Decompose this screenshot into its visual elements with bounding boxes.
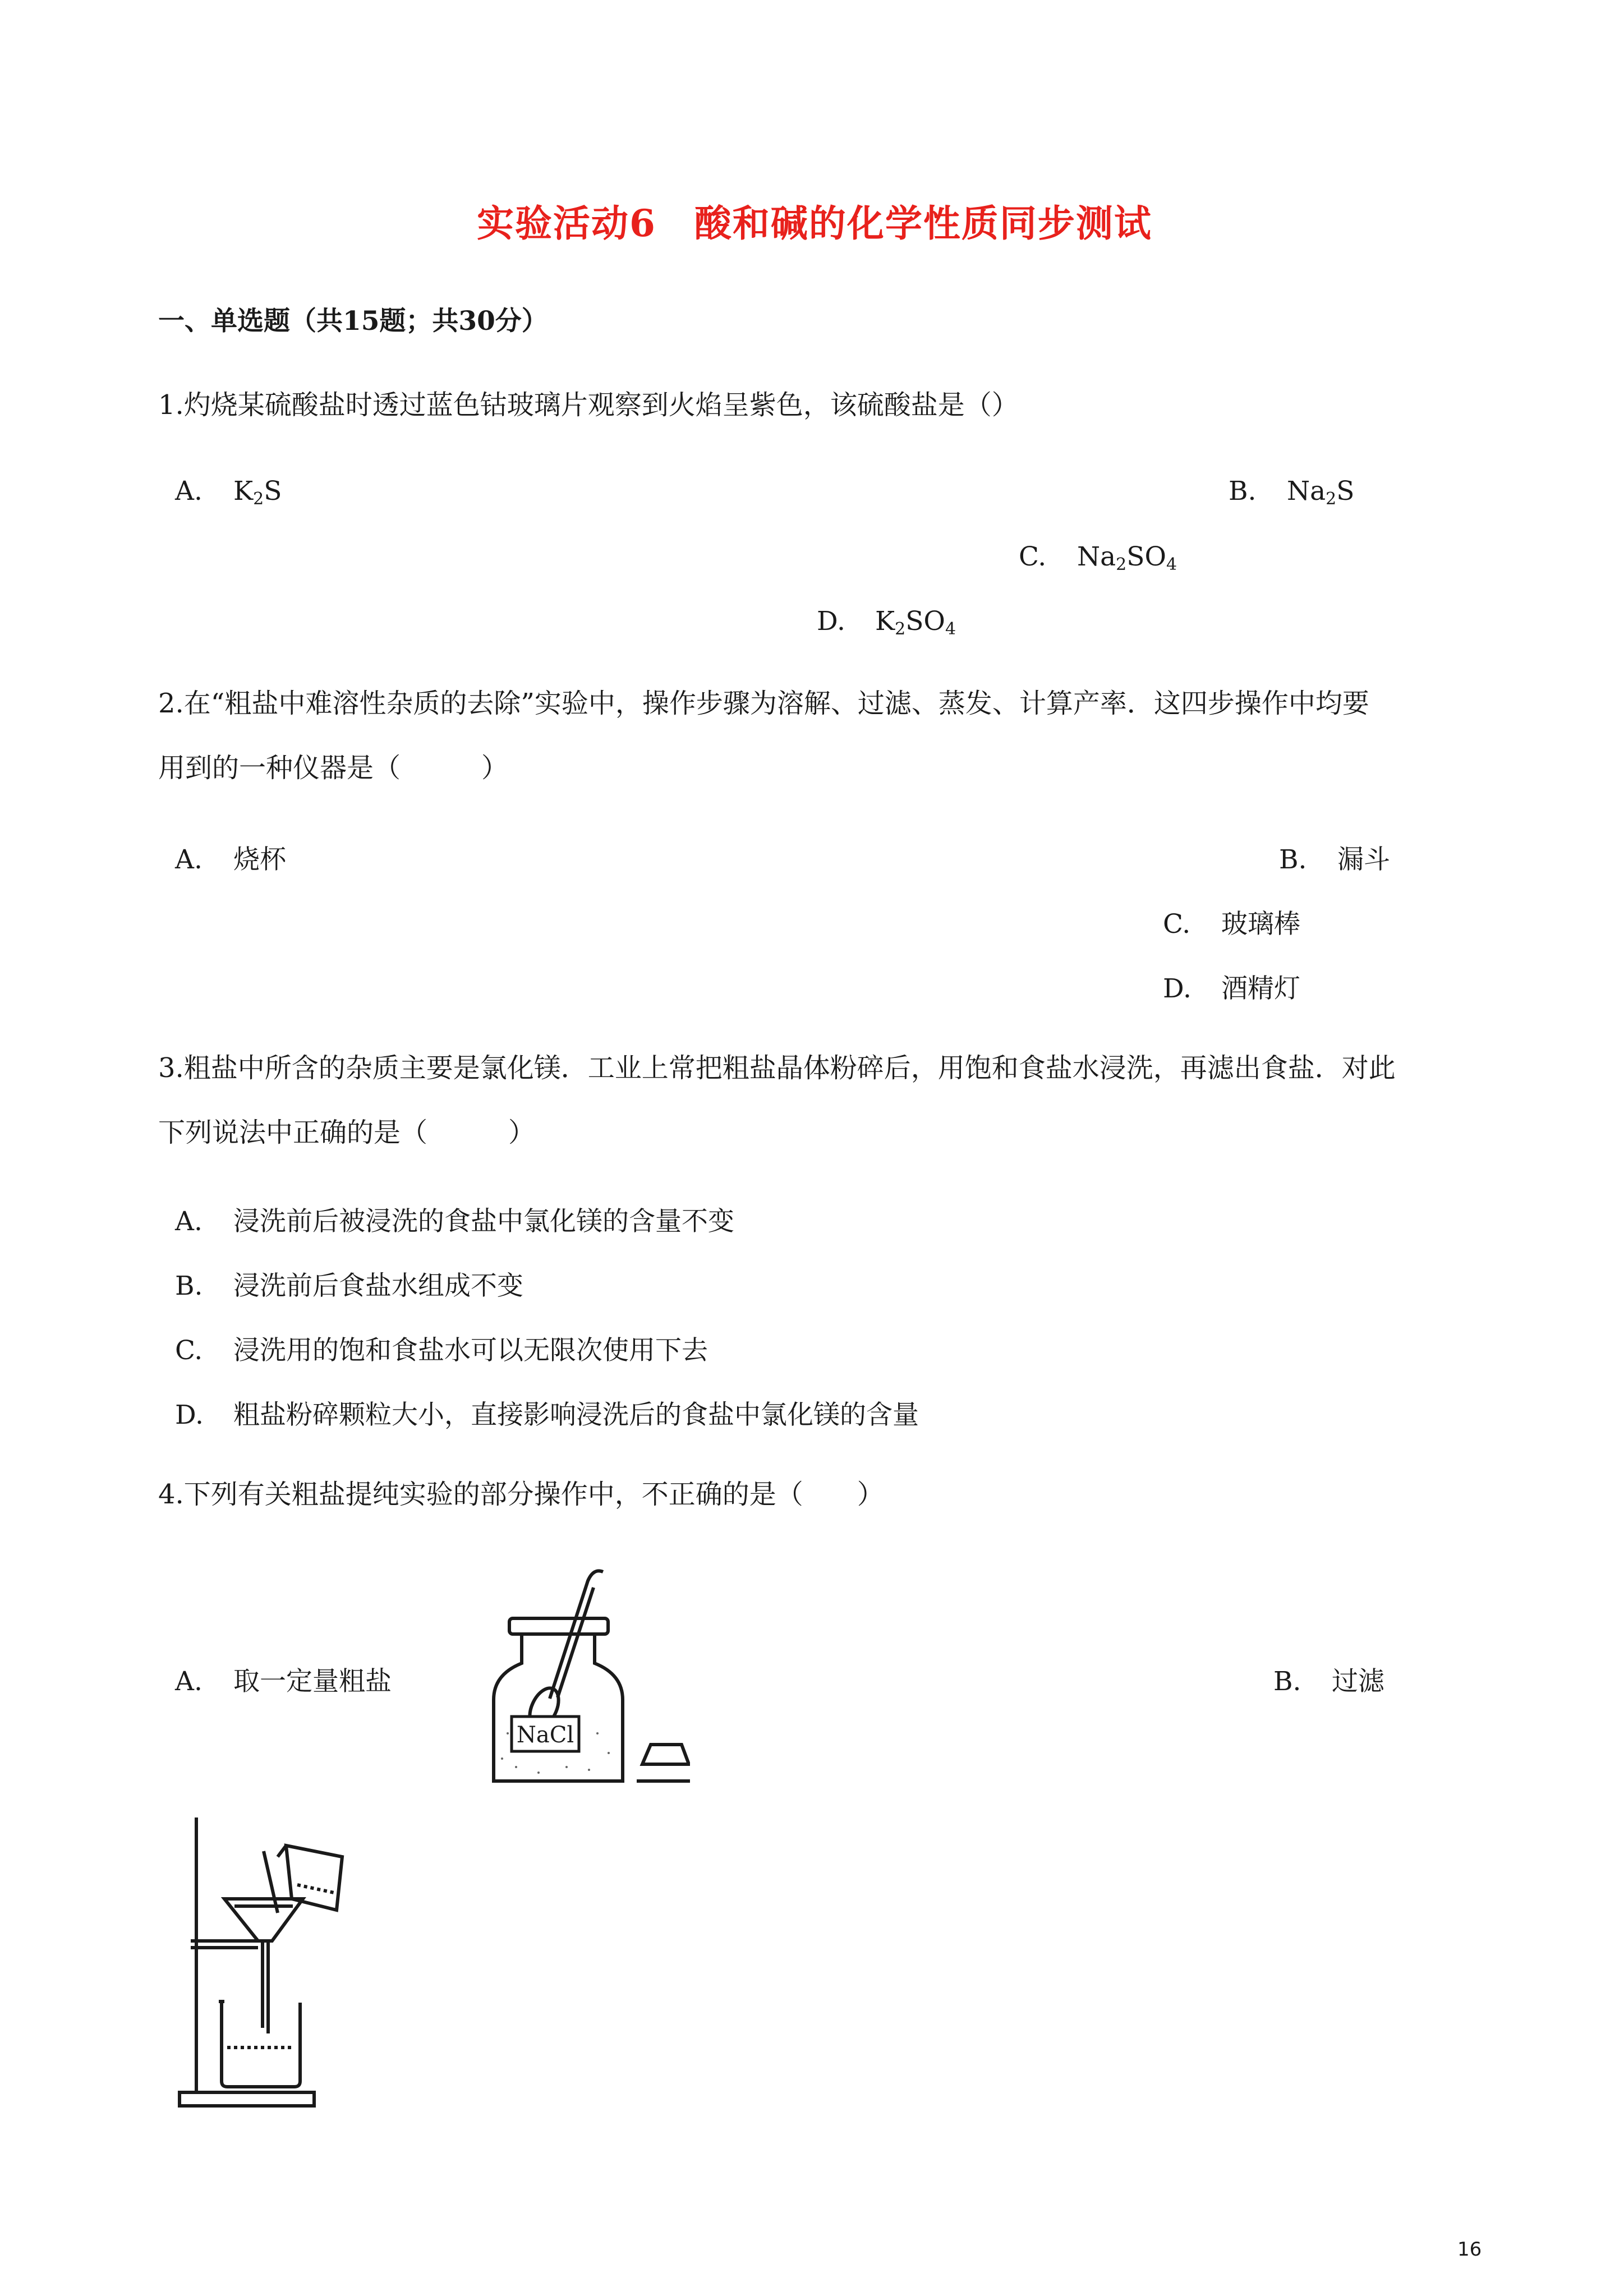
question-1-option-d[interactable]: D. $K_2SO_4$ bbox=[817, 606, 956, 639]
question-1-option-c[interactable]: C. $Na_2SO_4$ bbox=[1019, 541, 1177, 574]
bottle-label: NaCl bbox=[516, 1722, 574, 1748]
question-4-stem: 4.下列有关粗盐提纯实验的部分操作中，不正确的是（ ） bbox=[158, 1479, 884, 1510]
page-title: 实验活动6 酸和碱的化学性质同步测试 bbox=[477, 201, 1152, 245]
question-2-option-b[interactable]: B. 漏斗 bbox=[1279, 844, 1390, 875]
question-3-option-b[interactable]: B. 浸洗前后食盐水组成不变 bbox=[175, 1271, 523, 1301]
question-3-option-a[interactable]: A. 浸洗前后被浸洗的食盐中氯化镁的含量不变 bbox=[175, 1206, 734, 1237]
reagent-bottle-image bbox=[482, 1565, 690, 1789]
question-1-stem: 1.灼烧某硫酸盐时透过蓝色钴玻璃片观察到火焰呈紫色，该硫酸盐是（） bbox=[158, 389, 1019, 421]
page-number: 16 bbox=[1457, 2238, 1482, 2261]
question-4-option-b[interactable]: B. 过滤 bbox=[1273, 1666, 1384, 1697]
filtration-apparatus-image bbox=[168, 1812, 365, 2115]
question-2-stem-line1: 2.在“粗盐中难溶性杂质的去除”实验中，操作步骤为溶解、过滤、蒸发、计算产率．这四步操作中均要 bbox=[158, 688, 1369, 719]
question-3-option-d[interactable]: D. 粗盐粉碎颗粒大小，直接影响浸洗后的食盐中氯化镁的含量 bbox=[175, 1400, 919, 1430]
question-2-stem-line2: 用到的一种仪器是（ ） bbox=[158, 752, 509, 784]
question-3-stem-line2: 下列说法中正确的是（ ） bbox=[158, 1117, 536, 1148]
question-2-option-a[interactable]: A. 烧杯 bbox=[175, 844, 286, 875]
question-3-stem-line1: 3.粗盐中所含的杂质主要是氯化镁．工业上常把粗盐晶体粉碎后，用饱和食盐水浸洗，再滤出食盐．对此 bbox=[158, 1052, 1396, 1084]
section-heading: 一、单选题（共15题；共30分） bbox=[158, 306, 548, 337]
question-4-option-a[interactable]: A. 取一定量粗盐 bbox=[175, 1666, 392, 1697]
question-3-option-c[interactable]: C. 浸洗用的饱和食盐水可以无限次使用下去 bbox=[175, 1335, 708, 1366]
question-1-option-a[interactable]: A. $K_2S$ bbox=[175, 476, 282, 509]
question-2-option-c[interactable]: C. 玻璃棒 bbox=[1163, 909, 1300, 940]
question-2-option-d[interactable]: D. 酒精灯 bbox=[1163, 973, 1300, 1004]
question-1-option-b[interactable]: B. $Na_2S$ bbox=[1229, 476, 1355, 509]
